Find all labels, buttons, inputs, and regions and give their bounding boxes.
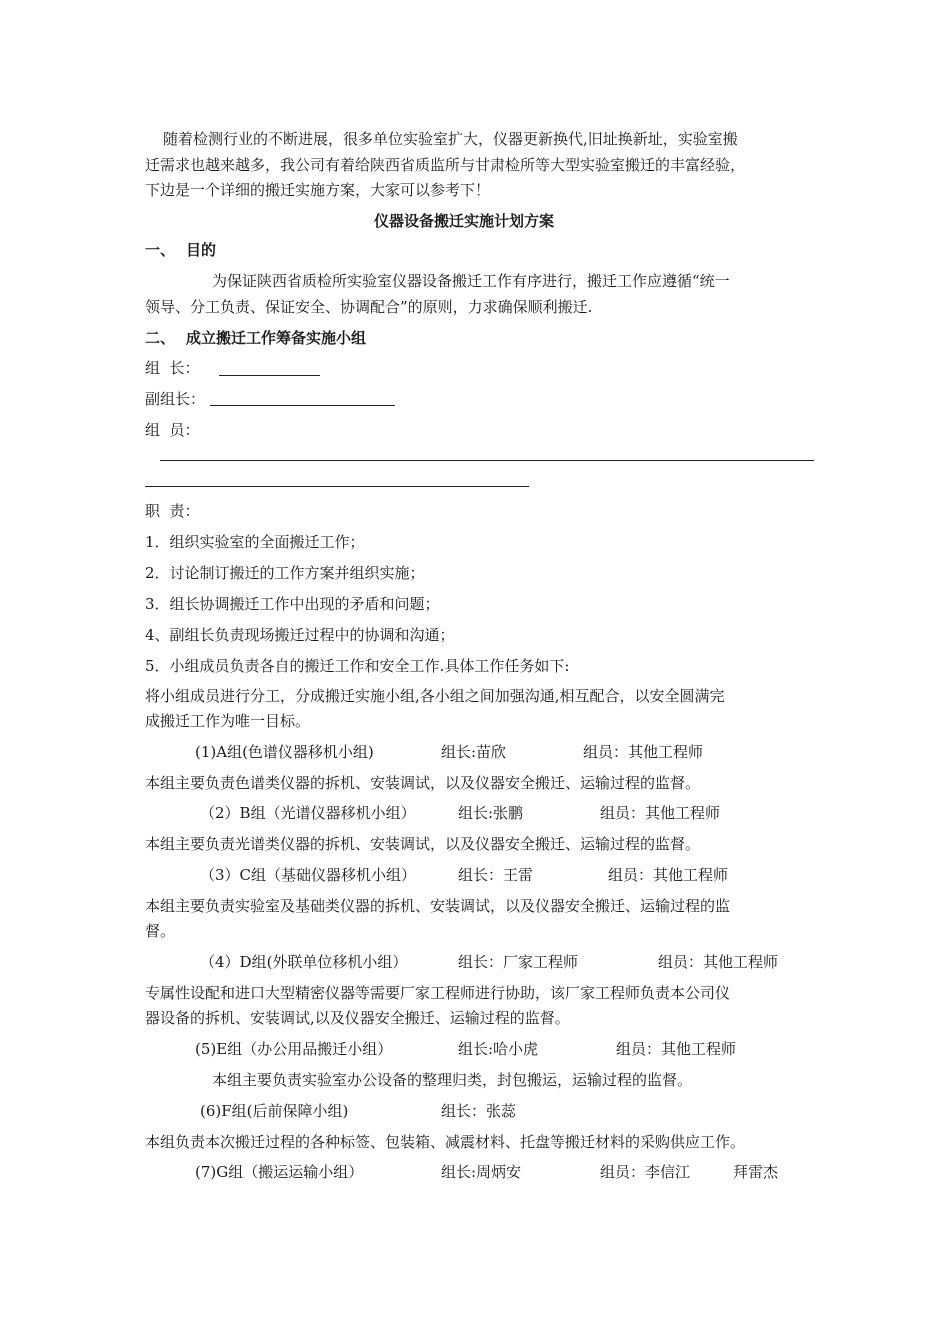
- group-f-leader: 组长：张蕊: [441, 1102, 517, 1120]
- document-title: 仪器设备搬迁实施计划方案: [374, 212, 555, 230]
- group-f-desc: 本组负责本次搬迁过程的各种标签、包装箱、减震材料、托盘等搬迁材料的采购供应工作。: [145, 1133, 746, 1151]
- duty-item-2: 2．讨论制订搬迁的工作方案并组织实施；: [145, 564, 425, 582]
- group-g-members: 组员：李信江: [600, 1163, 691, 1181]
- group-b-members: 组员：其他工程师: [600, 804, 721, 822]
- group-c-name: （3）C组（基础仪器移机小组）: [200, 866, 417, 884]
- section1-para-line-1: 为保证陕西省质检所实验室仪器设备搬迁工作有序进行，搬迁工作应遵循“统一: [212, 272, 730, 290]
- section1-para-line-2: 领导、分工负责、保证安全、协调配合”的原则，力求确保顺利搬迁.: [145, 298, 593, 316]
- group-b-desc: 本组主要负责光谱类仪器的拆机、安装调试，以及仪器安全搬迁、运输过程的监督。: [145, 835, 701, 853]
- section2-heading: 成立搬迁工作筹备实施小组: [186, 329, 367, 347]
- duties-label: 职 责：: [145, 502, 200, 520]
- group-d-leader: 组长：厂家工程师: [458, 953, 579, 971]
- deputy-label: 副组长：: [145, 390, 206, 408]
- group-a-name: (1)A组(色谱仪器移机小组): [195, 743, 374, 761]
- duty-item-4: 4、副组长负责现场搬迁过程中的协调和沟通；: [145, 626, 455, 644]
- group-c-desc-line-2: 督。: [145, 922, 176, 940]
- group-g-name: (7)G组（搬运运输小组）: [195, 1163, 364, 1181]
- group-a-leader: 组长:苗欣: [441, 743, 507, 761]
- group-d-desc-line-1: 专属性设配和进口大型精密仪器等需要厂家工程师进行协助，该厂家工程师负责本公司仪: [145, 984, 731, 1002]
- section1-number: 一、: [145, 241, 176, 259]
- intro-line-1: 随着检测行业的不断进展，很多单位实验室扩大，仪器更新换代,旧址换新址，实验室搬: [163, 130, 738, 148]
- intro-line-2: 迁需求也越来越多，我公司有着给陕西省质监所与甘肃检所等大型实验室搬迁的丰富经验，: [145, 156, 746, 174]
- duty-item-3: 3．组长协调搬迁工作中出现的矛盾和问题；: [145, 595, 440, 613]
- members-blank-line-1: [160, 460, 814, 461]
- group-d-name: （4）D组(外联单位移机小组）: [200, 953, 408, 971]
- group-a-desc: 本组主要负责色谱类仪器的拆机、安装调试，以及仪器安全搬迁、运输过程的监督。: [145, 774, 701, 792]
- group-b-name: （2）B组（光谱仪器移机小组）: [200, 804, 416, 822]
- leader-blank-line: [219, 375, 320, 376]
- duties-summary-line-2: 成搬迁工作为唯一目标。: [145, 712, 311, 730]
- duty-item-5: 5．小组成员负责各自的搬迁工作和安全工作.具体工作任务如下:: [145, 657, 570, 675]
- section2-number: 二、: [145, 329, 176, 347]
- group-a-members: 组员：其他工程师: [583, 743, 704, 761]
- deputy-blank-line: [210, 405, 395, 406]
- group-e-leader: 组长:哈小虎: [458, 1040, 539, 1058]
- group-b-leader: 组长:张鹏: [458, 804, 524, 822]
- group-c-desc-line-1: 本组主要负责实验室及基础类仪器的拆机、安装调试，以及仪器安全搬迁、运输过程的监: [145, 897, 731, 915]
- group-e-desc: 本组主要负责实验室办公设备的整理归类，封包搬运，运输过程的监督。: [212, 1071, 693, 1089]
- leader-label: 组 长：: [145, 359, 200, 377]
- group-g-leader: 组长:周炳安: [441, 1163, 522, 1181]
- duties-summary-line-1: 将小组成员进行分工，分成搬迁实施小组,各小组之间加强沟通,相互配合，以安全圆满完: [145, 687, 725, 705]
- group-e-name: (5)E组（办公用品搬迁小组）: [195, 1040, 393, 1058]
- group-g-members-2: 拜雷杰: [733, 1163, 779, 1181]
- members-label: 组 员：: [145, 421, 200, 439]
- group-e-members: 组员：其他工程师: [616, 1040, 737, 1058]
- group-c-members: 组员：其他工程师: [608, 866, 729, 884]
- group-c-leader: 组长：王雷: [458, 866, 534, 884]
- group-f-name: (6)F组(后前保障小组): [200, 1102, 349, 1120]
- section1-heading: 目的: [186, 241, 217, 259]
- duty-item-1: 1．组织实验室的全面搬迁工作；: [145, 533, 365, 551]
- group-d-desc-line-2: 器设备的拆机、安装调试,以及仪器安全搬迁、运输过程的监督。: [145, 1009, 570, 1027]
- members-blank-line-2: [145, 486, 529, 487]
- group-d-members: 组员：其他工程师: [658, 953, 779, 971]
- intro-line-3: 下边是一个详细的搬迁实施方案，大家可以参考下！: [145, 181, 491, 199]
